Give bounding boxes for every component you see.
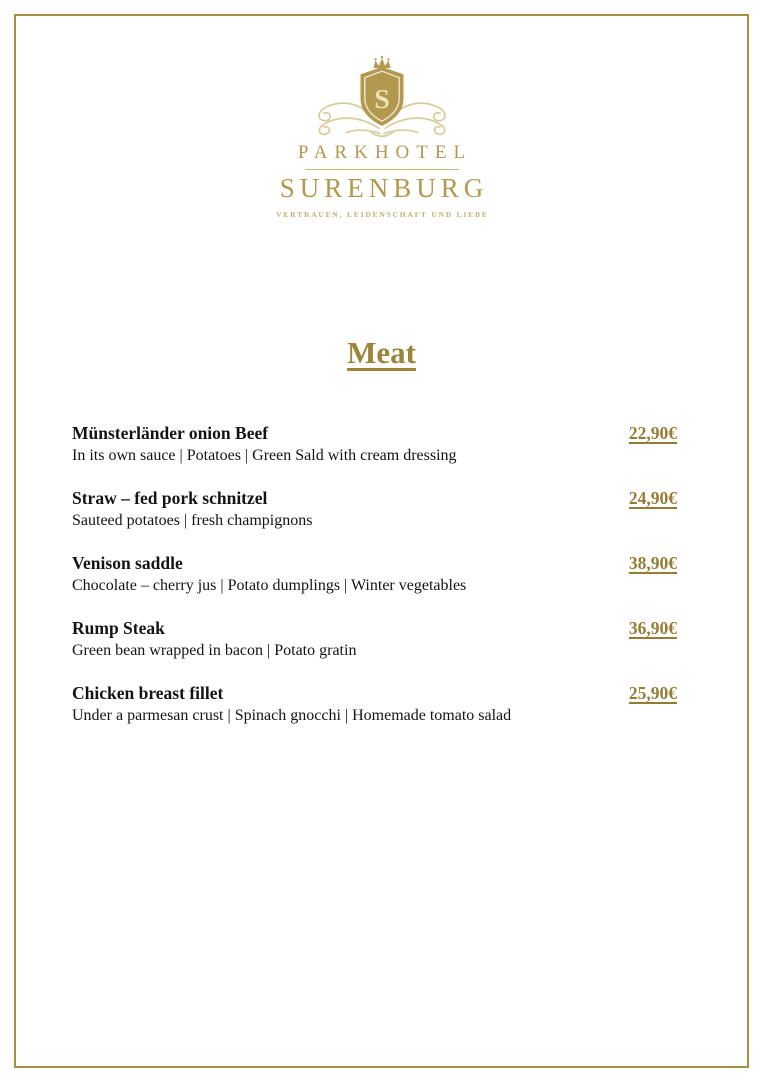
menu-item-header: [72, 683, 677, 704]
dish-description: Chocolate – cherry jus | Potato dumplings | Winter vegetables: [72, 577, 467, 594]
dish-price: 36,90€: [628, 618, 677, 638]
hotel-tagline: VERTRAUEN, LEIDENSCHAFT UND LIEBE: [276, 210, 489, 219]
dish-description: Under a parmesan crust | Spinach gnocchi | Homemade tomato salad: [72, 707, 512, 724]
hotel-name-secondary: SURENBURG: [279, 173, 489, 203]
logo-divider: [305, 169, 459, 170]
svg-text:S: S: [373, 83, 390, 115]
menu-item-header: [72, 423, 677, 444]
dish-description: Sauteed potatoes | fresh champignons: [72, 512, 313, 529]
dish-name: Chicken breast fillet: [72, 683, 224, 703]
dish-name: Venison saddle: [72, 553, 183, 573]
menu-items-list: [72, 423, 677, 725]
hotel-name-primary: PARKHOTEL: [297, 142, 473, 163]
menu-item-header: [72, 618, 677, 639]
menu-item: [72, 488, 677, 530]
menu-item-header: [72, 553, 677, 574]
hotel-logo: [0, 0, 763, 219]
dish-price: 25,90€: [628, 683, 677, 703]
menu-item: [72, 423, 677, 465]
shield-s-crown-crest-icon: [304, 54, 460, 140]
dish-price: 24,90€: [628, 488, 677, 508]
dish-name: Straw – fed pork schnitzel: [72, 488, 268, 508]
dish-description: Green bean wrapped in bacon | Potato gratin: [72, 642, 357, 659]
menu-item: [72, 618, 677, 660]
dish-description: In its own sauce | Potatoes | Green Sald with cream dressing: [72, 447, 457, 464]
dish-name: Rump Steak: [72, 618, 165, 638]
menu-item: [72, 553, 677, 595]
menu-item: [72, 683, 677, 725]
menu-section-title: Meat: [347, 335, 416, 370]
dish-name: Münsterländer onion Beef: [72, 423, 269, 443]
menu-item-header: [72, 488, 677, 509]
dish-price: 38,90€: [628, 553, 677, 573]
dish-price: 22,90€: [628, 423, 677, 443]
